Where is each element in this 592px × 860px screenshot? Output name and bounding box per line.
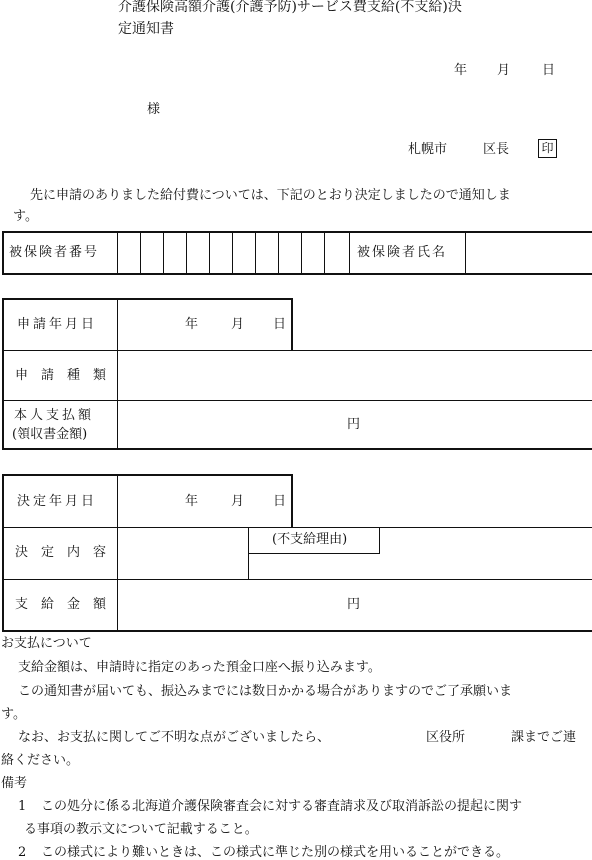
insured-name-label: 被保険者氏名 (357, 245, 448, 260)
remarks-item-2-line-1: この様式により難いときは、この様式に準じた別の様式を用いることができる。 (41, 845, 510, 860)
non-payment-reason-label: (不支給理由) (272, 532, 348, 547)
decision-date-month: 月 (231, 494, 245, 509)
payment-notes-para-1: 支給金額は、申請時に指定のあった預金口座へ振り込みます。 (18, 660, 381, 675)
intro-line-1: 先に申請のありました給付費については、下記のとおり決定しましたので通知しま (30, 188, 511, 203)
application-type-label: 申 請 種 類 (15, 368, 107, 383)
insured-number-label: 被保険者番号 (9, 245, 100, 260)
payment-notes-para-2-line-2: す。 (1, 707, 26, 722)
payment-amount-label: 支 給 金 額 (15, 597, 107, 612)
title-line-2: 定通知書 (118, 21, 174, 37)
issue-date-day: 日 (542, 63, 556, 78)
payment-notes-para-3-line-1b: 課までご連 (511, 730, 577, 745)
payment-notes-para-3-line-1a: なお、お支払に関してご不明な点がございましたら、 (18, 730, 331, 745)
payment-notes-office: 区役所 (426, 730, 466, 745)
remarks-heading: 備考 (1, 776, 28, 791)
issue-date-month: 月 (497, 63, 511, 78)
payment-notes-para-2-line-1: この通知書が届いても、振込みまでには数日かかる場合がありますのでご了承願いま (18, 684, 513, 699)
application-date-year: 年 (185, 317, 199, 332)
title-line-1: 介護保険高額介護(介護予防)サービス費支給(不支給)決 (118, 0, 462, 15)
remarks-item-1-number: 1 (18, 799, 27, 814)
issuer-ward-head: 区長 (483, 142, 510, 157)
decision-date-label: 決定年月日 (17, 494, 98, 509)
payment-amount-unit: 円 (347, 597, 361, 612)
remarks-item-1-line-2: る事項の教示文について記載すること。 (24, 822, 258, 837)
application-date-month: 月 (231, 317, 245, 332)
issuer-city: 札幌市 (408, 142, 448, 157)
payment-unit: 円 (347, 417, 361, 432)
payment-label-line-2: (領収書金額) (12, 427, 88, 442)
remarks-item-2-number: 2 (18, 845, 27, 860)
application-date-day: 日 (273, 317, 287, 332)
decision-content-label: 決 定 内 容 (15, 545, 107, 560)
addressee-suffix: 様 (147, 102, 161, 117)
payment-notes-heading: お支払について (1, 636, 92, 651)
decision-date-day: 日 (273, 494, 287, 509)
application-date-label: 申請年月日 (17, 317, 98, 332)
payment-notes-para-3-line-2: 絡ください。 (1, 753, 80, 768)
intro-line-2: す。 (13, 209, 38, 224)
issue-date-year: 年 (454, 63, 468, 78)
remarks-item-1-line-1: この処分に係る北海道介護保険審査会に対する審査請求及び取消訴訟の提起に関す (41, 799, 523, 814)
payment-label-line-1: 本人支払額 (14, 408, 95, 423)
decision-date-year: 年 (185, 494, 199, 509)
seal-stamp: 印 (538, 139, 557, 158)
